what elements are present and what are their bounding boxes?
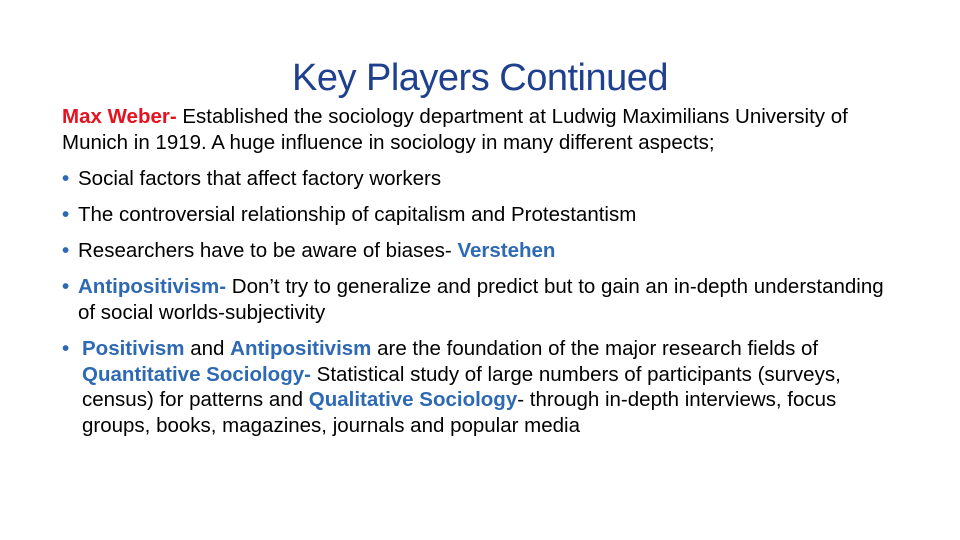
bullet-item [62,202,892,228]
bullet-text [78,336,892,439]
term-quantitative-sociology: Quantitative Sociology- [82,362,311,386]
bullet-prefix: Researchers have to be aware of biases- [78,238,458,262]
connector-and: and [184,336,231,360]
bullet-dot: • [62,336,70,360]
bullet-text [78,274,892,325]
intro-text: Established the sociology department at Ludwig Maximilians University of Munich in 1919. A huge influence in sociology in many different aspects; [62,105,848,154]
bullet-text: The controversial relationship of capitalism and Protestantism [78,202,637,226]
bullet-text: Social factors that affect factory workers [78,166,442,190]
antipositivism-definition: Don’t try to generalize and predict but to gain an in-depth understanding of social worlds-subjectivity [78,275,884,324]
term-antipositivism: Antipositivism- [78,275,227,299]
term-positivism: Positivism [82,336,185,360]
bullet-item [62,336,892,439]
term-qualitative-sociology: Qualitative Sociology [308,388,518,412]
max-weber-label: Max Weber- [62,105,177,128]
bullet-item [62,166,892,192]
bullet-dot: • [62,166,70,190]
bullet-dot: • [62,275,70,299]
bullet-item [62,238,892,264]
qualitative-definition: - through in-depth interviews, focus groups, books, magazines, journals and popular media [82,388,837,437]
slide-content [62,104,892,439]
foundation-text: are the foundation of the major research fields of [371,336,819,360]
bullet-dot: • [62,202,70,226]
bullet-text [78,238,892,264]
quantitative-definition: Statistical study of large numbers of participants (surveys, census) for patterns and [82,362,841,412]
term-antipositivism-2: Antipositivism [230,336,372,360]
slide-title: Key Players Continued [291,57,669,99]
bullet-item [62,274,892,325]
intro-paragraph [62,104,892,155]
term-verstehen: Verstehen [457,238,556,262]
bullet-dot: • [62,238,70,262]
